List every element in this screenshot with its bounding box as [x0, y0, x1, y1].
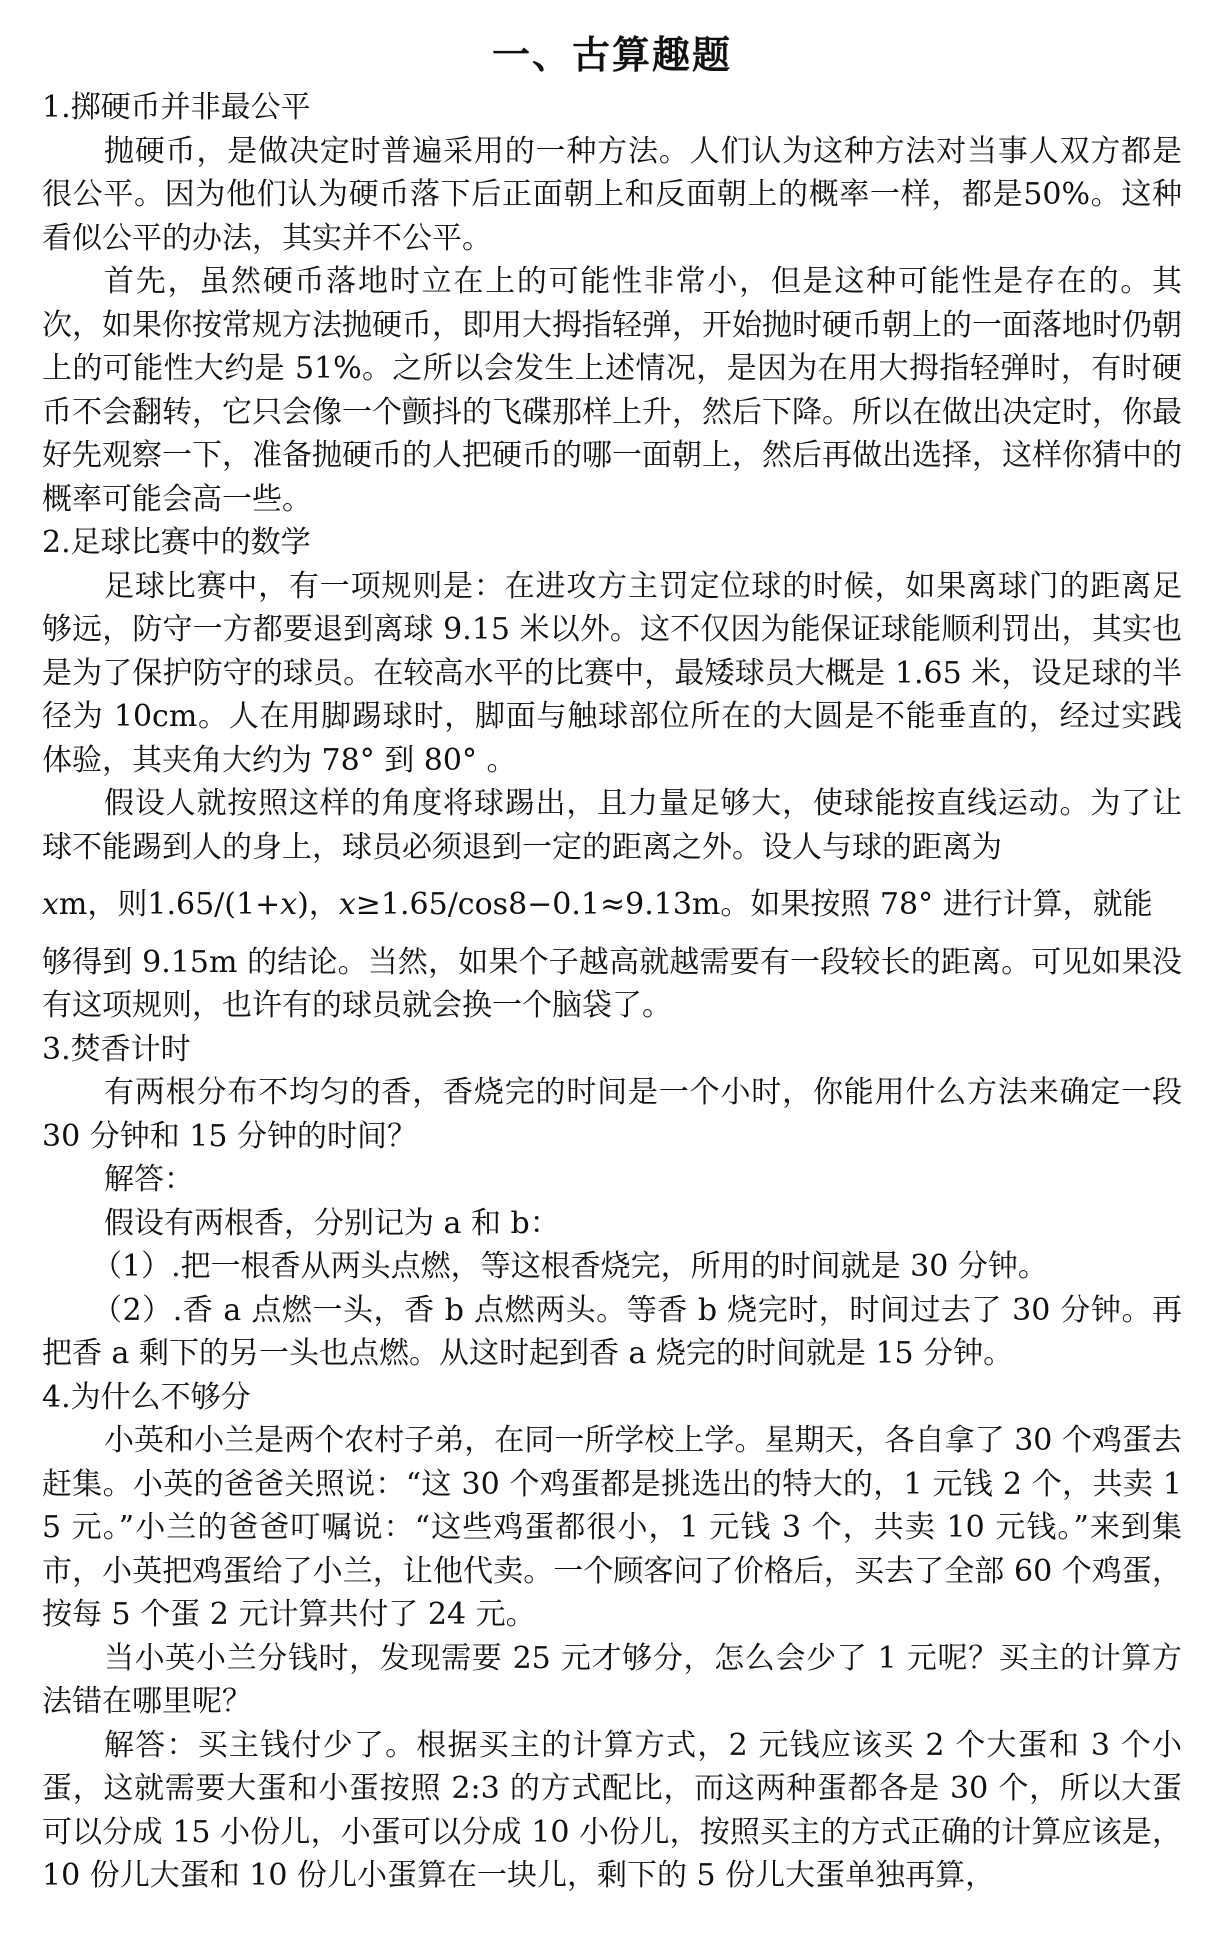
formula-text: ≥1.65/cos8−0.1≈9.13m。如果按照 78° 进行计算，就能 [355, 887, 1153, 922]
paragraph: （1）.把一根香从两头点燃，等这根香烧完，所用的时间就是 30 分钟。 [92, 1249, 1048, 1284]
paragraph: 解答： [104, 1162, 194, 1197]
paragraph: 足球比赛中，有一项规则是：在进攻方主罚定位球的时候，如果离球门的距离足够远，防守一方都要退到离球 9.15 米以外。这不仅因为能保证球能顺利罚出，其实也是为了保护防守的球员。在较高水平的比赛中，最矮球员大概是 1.65 米，设足球的半径为 10cm。人在用脚踢球时，脚面与触球部位所在的大圆是不能垂直的，经过实践体验，其夹角大约为 78° 到 80° 。 [42, 568, 1182, 778]
formula-text: m，则1.65/(1+ [58, 887, 281, 922]
paragraph: 当小英小兰分钱时，发现需要 25 元才够分，怎么会少了 1 元呢？买主的计算方法错在哪里呢？ [42, 1640, 1182, 1719]
paragraph-continuation: 够得到 9.15m 的结论。当然，如果个子越高就越需要有一段较长的距离。可见如果没有这项规则，也许有的球员就会换一个脑袋了。 [42, 944, 1182, 1023]
formula-variable: x [42, 887, 59, 922]
paragraph: 解答：买主钱付少了。根据买主的计算方式，2 元钱应该买 2 个大蛋和 3 个小蛋，这就需要大蛋和小蛋按照 2:3 的方式配比，而这两种蛋都各是 30 个，所以大蛋可以分成 15 小份儿，小蛋可以分成 10 小份儿，按照买主的方式正确的计算应该是，10 份儿大蛋和 10 份儿小蛋算在一块儿，剩下的 5 份儿大蛋单独再算， [42, 1727, 1182, 1893]
section-football-math [42, 521, 1182, 1028]
paragraph: 假设有两根香，分别记为 a 和 b： [104, 1205, 560, 1241]
section-heading: 2.足球比赛中的数学 [42, 525, 311, 560]
section-not-enough [42, 1376, 1182, 1898]
paragraph: 有两根分布不均匀的香，香烧完的时间是一个小时，你能用什么方法来确定一段 30 分钟和 15 分钟的时间？ [42, 1075, 1182, 1154]
section-heading: 3.焚香计时 [42, 1031, 191, 1067]
formula-text: )， [297, 887, 339, 922]
section-incense-timing [42, 1028, 1182, 1376]
paragraph: 假设人就按照这样的角度将球踢出，且力量足够大，使球能按直线运动。为了让球不能踢到人的身上，球员必须退到一定的距离之外。设人与球的距离为 [42, 786, 1182, 865]
paragraph: （2）.香 a 点燃一头，香 b 点燃两头。等香 b 烧完时，时间过去了 30 分钟。再把香 a 剩下的另一头也点燃。从这时起到香 a 烧完的时间就是 15 分钟。 [42, 1292, 1182, 1371]
section-heading: 1.掷硬币并非最公平 [42, 90, 311, 125]
formula-line [42, 883, 1182, 927]
section-heading: 4.为什么不够分 [42, 1379, 251, 1415]
document-page [42, 30, 1182, 1898]
paragraph: 小英和小兰是两个农村子弟，在同一所学校上学。星期天，各自拿了 30 个鸡蛋去赶集。小英的爸爸关照说：“这 30 个鸡蛋都是挑选出的特大的，1 元钱 2 个，共卖 15 元。”小兰的爸爸叮嘱说：“这些鸡蛋都很小，1 元钱 3 个，共卖 10 元钱。”来到集市，小英把鸡蛋给了小兰，让他代卖。一个顾客问了价格后，买去了全部 60 个鸡蛋，按每 5 个蛋 2 元计算共付了 24 元。 [42, 1423, 1182, 1632]
page-title: 一、古算趣题 [491, 32, 732, 77]
section-coin-toss [42, 86, 1182, 521]
formula-variable: x [338, 887, 356, 922]
paragraph: 首先，虽然硬币落地时立在上的可能性非常小，但是这种可能性是存在的。其次，如果你按常规方法抛硬币，即用大拇指轻弹，开始抛时硬币朝上的一面落地时仍朝上的可能性大约是 51%。之所以会发生上述情况，是因为在用大拇指轻弹时，有时硬币不会翻转，它只会像一个颤抖的飞碟那样上升，然后下降。所以在做出决定时，你最好先观察一下，准备抛硬币的人把硬币的哪一面朝上，然后再做出选择，这样你猜中的概率可能会高一些。 [42, 264, 1182, 517]
formula-variable: x [280, 887, 298, 922]
paragraph: 抛硬币，是做决定时普遍采用的一种方法。人们认为这种方法对当事人双方都是很公平。因为他们认为硬币落下后正面朝上和反面朝上的概率一样，都是50%。这种看似公平的办法，其实并不公平。 [42, 133, 1182, 256]
